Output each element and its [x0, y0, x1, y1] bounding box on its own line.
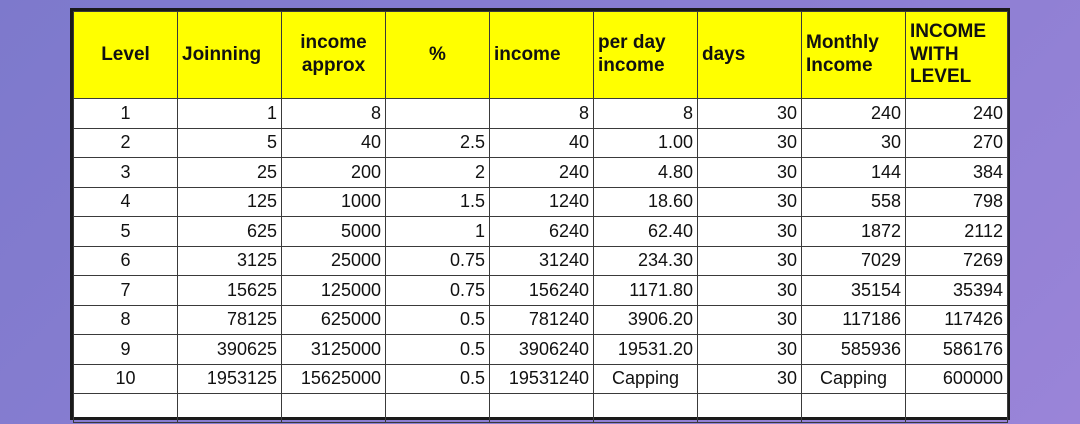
income-table [73, 11, 1008, 423]
cell-percent: 0.5 [386, 364, 490, 394]
cell-income-approx: 625000 [282, 305, 386, 335]
cell-per-day: 18.60 [594, 187, 698, 217]
cell-days: 30 [698, 217, 802, 247]
cell-percent: 0.75 [386, 246, 490, 276]
cell-days: 30 [698, 128, 802, 158]
cell-monthly: 585936 [802, 335, 906, 365]
cell-per-day: 19531.20 [594, 335, 698, 365]
cell-income-approx: 25000 [282, 246, 386, 276]
cell-income: 31240 [490, 246, 594, 276]
empty-cell [802, 394, 906, 423]
cell-with-level: 240 [906, 99, 1008, 129]
cell-with-level: 7269 [906, 246, 1008, 276]
table-row [74, 335, 1008, 365]
cell-level: 8 [74, 305, 178, 335]
header-monthly-income: Monthly Income [802, 12, 906, 99]
cell-per-day: 62.40 [594, 217, 698, 247]
cell-income-approx: 5000 [282, 217, 386, 247]
header-days: days [698, 12, 802, 99]
cell-income: 3906240 [490, 335, 594, 365]
cell-level: 4 [74, 187, 178, 217]
cell-income: 1240 [490, 187, 594, 217]
cell-days: 30 [698, 364, 802, 394]
table-row [74, 187, 1008, 217]
cell-per-day: 3906.20 [594, 305, 698, 335]
cell-joining: 3125 [178, 246, 282, 276]
header-income-with-level: INCOME WITH LEVEL [906, 12, 1008, 99]
cell-level: 2 [74, 128, 178, 158]
cell-days: 30 [698, 158, 802, 188]
cell-level: 1 [74, 99, 178, 129]
empty-cell [698, 394, 802, 423]
cell-with-level: 384 [906, 158, 1008, 188]
header-row [74, 12, 1008, 99]
cell-days: 30 [698, 276, 802, 306]
table-row [74, 305, 1008, 335]
cell-percent: 0.75 [386, 276, 490, 306]
empty-cell [178, 394, 282, 423]
empty-cell [282, 394, 386, 423]
cell-income-approx: 125000 [282, 276, 386, 306]
cell-percent: 1.5 [386, 187, 490, 217]
cell-with-level: 2112 [906, 217, 1008, 247]
cell-income: 8 [490, 99, 594, 129]
header-income-approx: income approx [282, 12, 386, 99]
cell-joining: 15625 [178, 276, 282, 306]
header-income: income [490, 12, 594, 99]
cell-joining: 5 [178, 128, 282, 158]
table-row [74, 128, 1008, 158]
income-table-sheet [70, 8, 1010, 420]
cell-per-day: 234.30 [594, 246, 698, 276]
cell-per-day: 4.80 [594, 158, 698, 188]
cell-income: 240 [490, 158, 594, 188]
cell-monthly: 35154 [802, 276, 906, 306]
cell-level: 9 [74, 335, 178, 365]
cell-percent: 2 [386, 158, 490, 188]
cell-monthly: Capping [802, 364, 906, 394]
cell-days: 30 [698, 187, 802, 217]
empty-cell [594, 394, 698, 423]
cell-monthly: 7029 [802, 246, 906, 276]
cell-income: 6240 [490, 217, 594, 247]
cell-percent: 1 [386, 217, 490, 247]
table-row [74, 217, 1008, 247]
cell-with-level: 117426 [906, 305, 1008, 335]
empty-cell [74, 394, 178, 423]
cell-level: 7 [74, 276, 178, 306]
table-row [74, 364, 1008, 394]
cell-income: 781240 [490, 305, 594, 335]
cell-days: 30 [698, 246, 802, 276]
table-row [74, 99, 1008, 129]
cell-joining: 78125 [178, 305, 282, 335]
cell-per-day: 1.00 [594, 128, 698, 158]
cell-joining: 625 [178, 217, 282, 247]
header-per-day-income: per day income [594, 12, 698, 99]
header-level: Level [74, 12, 178, 99]
empty-cell [386, 394, 490, 423]
cell-joining: 125 [178, 187, 282, 217]
cell-income: 40 [490, 128, 594, 158]
cell-joining: 390625 [178, 335, 282, 365]
cell-income-approx: 3125000 [282, 335, 386, 365]
cell-level: 5 [74, 217, 178, 247]
cell-with-level: 586176 [906, 335, 1008, 365]
cell-with-level: 270 [906, 128, 1008, 158]
cell-days: 30 [698, 99, 802, 129]
cell-joining: 25 [178, 158, 282, 188]
cell-income: 156240 [490, 276, 594, 306]
cell-monthly: 117186 [802, 305, 906, 335]
cell-income-approx: 200 [282, 158, 386, 188]
cell-with-level: 35394 [906, 276, 1008, 306]
empty-cell [490, 394, 594, 423]
cell-level: 3 [74, 158, 178, 188]
cell-per-day: Capping [594, 364, 698, 394]
cell-monthly: 144 [802, 158, 906, 188]
empty-cell [906, 394, 1008, 423]
cell-income-approx: 8 [282, 99, 386, 129]
cell-monthly: 240 [802, 99, 906, 129]
cell-income-approx: 40 [282, 128, 386, 158]
cell-percent: 0.5 [386, 305, 490, 335]
cell-monthly: 558 [802, 187, 906, 217]
table-row [74, 276, 1008, 306]
cell-days: 30 [698, 305, 802, 335]
cell-joining: 1 [178, 99, 282, 129]
header-joining: Joinning [178, 12, 282, 99]
header-percent: % [386, 12, 490, 99]
cell-with-level: 600000 [906, 364, 1008, 394]
cell-per-day: 1171.80 [594, 276, 698, 306]
cell-per-day: 8 [594, 99, 698, 129]
empty-row [74, 394, 1008, 423]
cell-level: 6 [74, 246, 178, 276]
cell-income-approx: 15625000 [282, 364, 386, 394]
table-row [74, 158, 1008, 188]
cell-income-approx: 1000 [282, 187, 386, 217]
cell-level: 10 [74, 364, 178, 394]
cell-monthly: 30 [802, 128, 906, 158]
cell-percent: 2.5 [386, 128, 490, 158]
cell-days: 30 [698, 335, 802, 365]
cell-percent [386, 99, 490, 129]
cell-percent: 0.5 [386, 335, 490, 365]
cell-with-level: 798 [906, 187, 1008, 217]
cell-joining: 1953125 [178, 364, 282, 394]
table-row [74, 246, 1008, 276]
table-body [74, 99, 1008, 423]
cell-income: 19531240 [490, 364, 594, 394]
cell-monthly: 1872 [802, 217, 906, 247]
